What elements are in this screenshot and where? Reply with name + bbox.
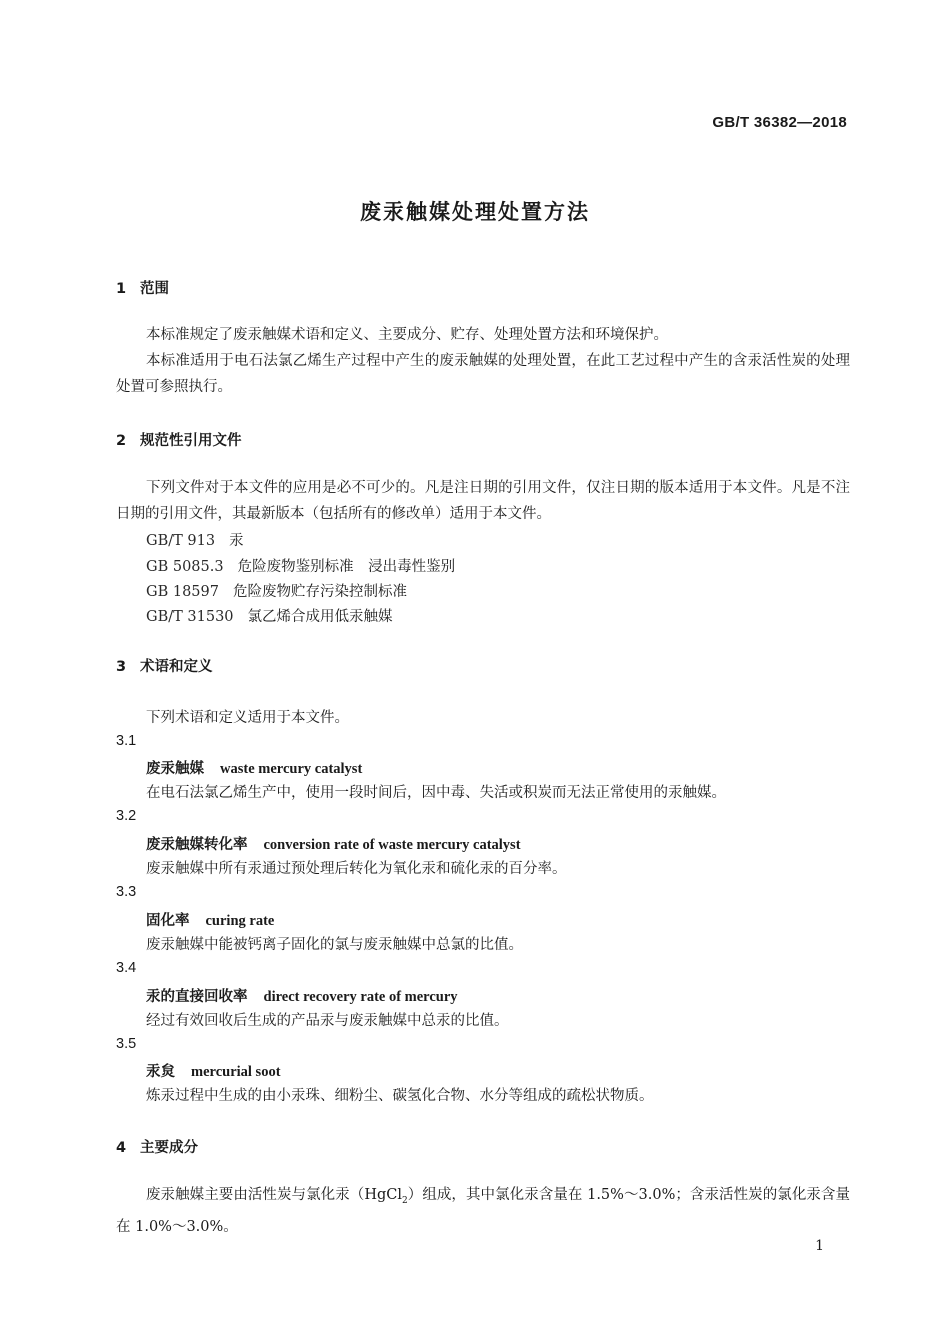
term-definition: 在电石法氯乙烯生产中，使用一段时间后，因中毒、失活或积炭而无法正常使用的汞触媒。 [146, 785, 726, 801]
reference-item [146, 529, 244, 550]
reference-item [146, 580, 407, 601]
term-number: 3.3 [116, 884, 137, 900]
term-zh: 固化率 [146, 913, 190, 929]
term-number: 3.5 [116, 1036, 137, 1052]
section-3-intro: 下列术语和定义适用于本文件。 [146, 710, 349, 726]
term-number: 3.4 [116, 960, 137, 976]
term-number: 3.2 [116, 808, 137, 824]
term-heading [146, 1060, 281, 1081]
term-en: conversion rate of waste mercury catalyst [263, 837, 521, 853]
term-heading [146, 985, 458, 1006]
section-1-paragraph-1: 本标准规定了废汞触媒术语和定义、主要成分、贮存、处理处置方法和环境保护。 [146, 327, 668, 343]
section-title: 范围 [140, 281, 169, 297]
reference-code: GB/T 913 [146, 533, 216, 549]
section-4-heading [116, 1136, 198, 1157]
term-en: mercurial soot [191, 1064, 281, 1080]
term-heading [146, 757, 362, 778]
reference-title: 汞 [229, 533, 244, 549]
reference-title: 危险废物鉴别标准 浸出毒性鉴别 [237, 559, 456, 575]
term-zh: 废汞触媒 [146, 761, 204, 777]
section-number: 3 [116, 659, 127, 675]
reference-code: GB 18597 [146, 584, 219, 600]
formula-subscript: 2 [401, 1195, 408, 1206]
term-definition: 废汞触媒中所有汞通过预处理后转化为氧化汞和硫化汞的百分率。 [146, 861, 567, 877]
section-1-paragraph-2: 本标准适用于电石法氯乙烯生产过程中产生的废汞触媒的处理处置，在此工艺过程中产生的含汞活性炭的处理处置可参照执行。 [116, 353, 850, 395]
term-definition: 经过有效回收后生成的产品汞与废汞触媒中总汞的比值。 [146, 1013, 509, 1029]
reference-code: GB 5085.3 [146, 559, 224, 575]
term-heading [146, 833, 521, 854]
reference-item [146, 605, 393, 626]
section-4-paragraph [116, 1182, 850, 1240]
term-definition: 炼汞过程中生成的由小汞珠、细粉尘、碳氢化合物、水分等组成的疏松状物质。 [146, 1088, 654, 1104]
document-title: 废汞触媒处理处置方法 [360, 200, 590, 224]
term-zh: 汞的直接回收率 [146, 989, 248, 1005]
term-number: 3.1 [116, 733, 137, 749]
term-en: waste mercury catalyst [220, 761, 363, 777]
standard-code: GB/T 36382—2018 [712, 114, 847, 131]
section-number: 4 [116, 1140, 127, 1156]
paragraph-text: ）组成，其中氯化汞含量在 1.5%～3.0%；含汞活性炭的氯化汞含量在 1.0%～3.0%。 [116, 1187, 850, 1235]
term-zh: 汞炱 [146, 1064, 175, 1080]
term-definition: 废汞触媒中能被钙离子固化的氯与废汞触媒中总氯的比值。 [146, 937, 523, 953]
section-title: 规范性引用文件 [140, 433, 242, 449]
section-2-heading [116, 429, 242, 450]
section-number: 2 [116, 433, 127, 449]
section-2-intro: 下列文件对于本文件的应用是必不可少的。凡是注日期的引用文件，仅注日期的版本适用于本文件。凡是不注日期的引用文件，其最新版本（包括所有的修改单）适用于本文件。 [116, 480, 850, 522]
paragraph-text: 废汞触媒主要由活性炭与氯化汞（HgCl [146, 1187, 402, 1203]
section-3-heading [116, 655, 213, 676]
term-zh: 废汞触媒转化率 [146, 837, 248, 853]
section-title: 术语和定义 [140, 659, 213, 675]
term-en: direct recovery rate of mercury [263, 989, 458, 1005]
section-title: 主要成分 [140, 1140, 198, 1156]
reference-title: 氯乙烯合成用低汞触媒 [247, 609, 393, 625]
reference-title: 危险废物贮存污染控制标准 [232, 584, 407, 600]
term-heading [146, 909, 274, 930]
reference-item [146, 555, 455, 576]
reference-code: GB/T 31530 [146, 609, 234, 625]
section-1-heading [116, 277, 169, 298]
section-number: 1 [116, 281, 127, 297]
term-en: curing rate [205, 913, 275, 929]
page-number: 1 [815, 1238, 824, 1254]
